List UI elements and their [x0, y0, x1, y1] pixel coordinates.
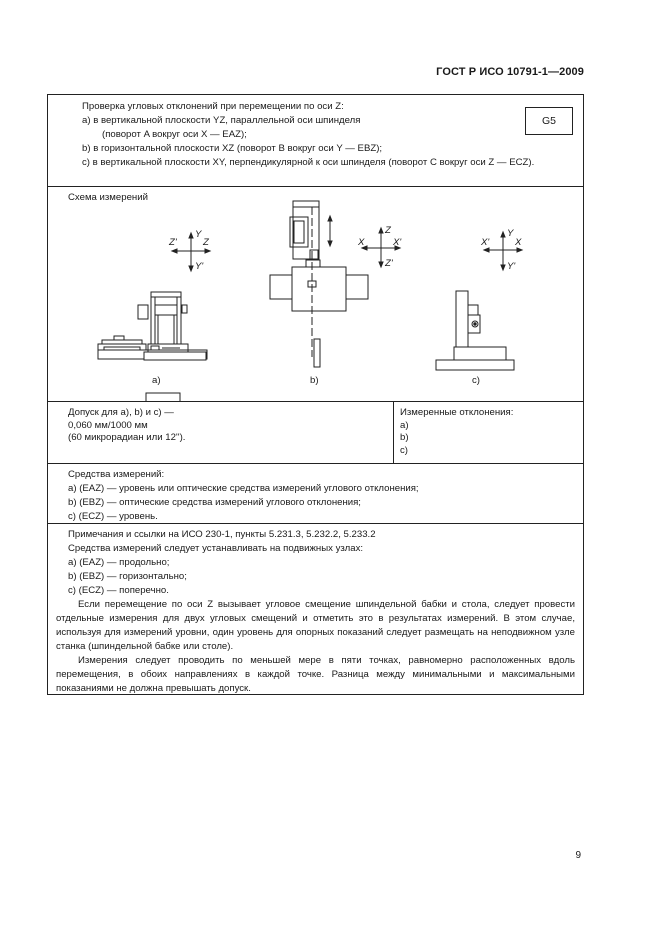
machines-drawing — [48, 187, 583, 402]
instruments-b: b) (EBZ) — оптические средства измерений углового отклонения; — [68, 497, 361, 508]
tolerance-row — [48, 402, 583, 464]
tolerance-block — [68, 407, 185, 445]
axis-a-down: Y' — [195, 261, 204, 272]
measured-a: а) — [400, 419, 409, 431]
axis-b-right: X' — [393, 237, 402, 248]
axis-a-right: Z — [203, 237, 209, 248]
measured-title: Измеренные отклонения: — [400, 407, 514, 418]
notes-line-2: а) (EAZ) — продольно; — [68, 557, 170, 568]
notes-paragraph-1: Если перемещение по оси Z вызывает угловое смещение шпиндельной бабки и стола, следует провести отдельные измерения для двух угловых смещений и отметить это в результатах измерений. В этом случае, используя для измерений уровни, один уровень для опорных показаний следует размещать на неподвижном узле станка (шпиндельной бабке или столе). — [56, 599, 575, 652]
axis-c-right: X — [515, 237, 522, 248]
page-number: 9 — [575, 850, 581, 861]
notes-paragraph-2: Измерения следует проводить по меньшей мере в пяти точках, равномерно расположенных вдоль перемещения, в обоих направлениях в каждой точке. Разница между минимальными и максимальными показаниями не должна превышать допуск. — [56, 655, 575, 694]
axis-b-up: Z — [385, 225, 391, 236]
instruments-c: с) (ECZ) — уровень. — [68, 511, 158, 522]
check-description-row — [48, 95, 583, 187]
desc-line-1: Проверка угловых отклонений при перемещении по оси Z: — [82, 101, 344, 112]
specification-table — [47, 94, 584, 695]
axis-b-down: Z' — [385, 258, 393, 269]
instruments-title: Средства измерений: — [68, 469, 165, 480]
desc-line-2: а) в вертикальной плоскости YZ, параллельной оси шпинделя — [82, 115, 361, 126]
desc-line-4: b) в горизонтальной плоскости XZ (поворот B вокруг оси Y — EBZ); — [82, 143, 383, 154]
tolerance-line-1: Допуск для а), b) и с) — — [68, 407, 174, 418]
axis-a-up: Y — [195, 229, 202, 240]
axis-b-left: X — [358, 237, 365, 248]
document-header: ГОСТ Р ИСО 10791-1—2009 — [436, 66, 584, 78]
measured-deviations-block — [400, 407, 513, 457]
axis-c-left: X' — [481, 237, 490, 248]
notes-line-1: Средства измерений следует устанавливать на подвижных узлах: — [68, 543, 364, 554]
check-description — [68, 100, 513, 156]
figure-label-b: b) — [310, 375, 319, 386]
figure-label-a: а) — [152, 375, 161, 386]
axis-c-up: Y — [507, 228, 514, 239]
measured-c: с) — [400, 444, 408, 456]
notes-line-4: с) (ECZ) — поперечно. — [68, 585, 169, 596]
tolerance-line-3: (60 микрорадиан или 12''). — [68, 432, 186, 443]
machine-b-figure — [270, 201, 368, 367]
machine-c-figure — [436, 291, 514, 370]
notes-block — [56, 528, 575, 696]
desc-line-3: (поворот A вокруг оси X — EAZ); — [102, 129, 247, 140]
measured-b: b) — [400, 432, 409, 443]
instruments-a: а) (EAZ) — уровень или оптические средства измерений углового отклонения; — [68, 483, 419, 494]
tolerance-line-2: 0,060 мм/1000 мм — [68, 419, 148, 431]
measurement-scheme-row — [48, 187, 583, 402]
notes-title: Примечания и ссылки на ИСО 230-1, пункты 5.231.3, 5.232.2, 5.233.2 — [68, 529, 376, 540]
instruments-block — [68, 468, 575, 524]
notes-row — [48, 524, 583, 694]
check-code-box: G5 — [525, 107, 573, 135]
instruments-row — [48, 464, 583, 524]
axis-c-down: Y' — [507, 261, 516, 272]
scheme-caption: Схема измерений — [68, 192, 148, 203]
machine-a-figure — [98, 292, 206, 360]
notes-line-3: b) (EBZ) — горизонтально; — [68, 571, 187, 582]
column-divider — [393, 402, 394, 463]
figure-label-c: с) — [472, 375, 480, 386]
desc-line-5: с) в вертикальной плоскости XY, перпендикулярной к оси шпинделя (поворот C вокруг оси Z — ECZ). — [82, 157, 535, 168]
axis-a-left: Z' — [169, 237, 177, 248]
